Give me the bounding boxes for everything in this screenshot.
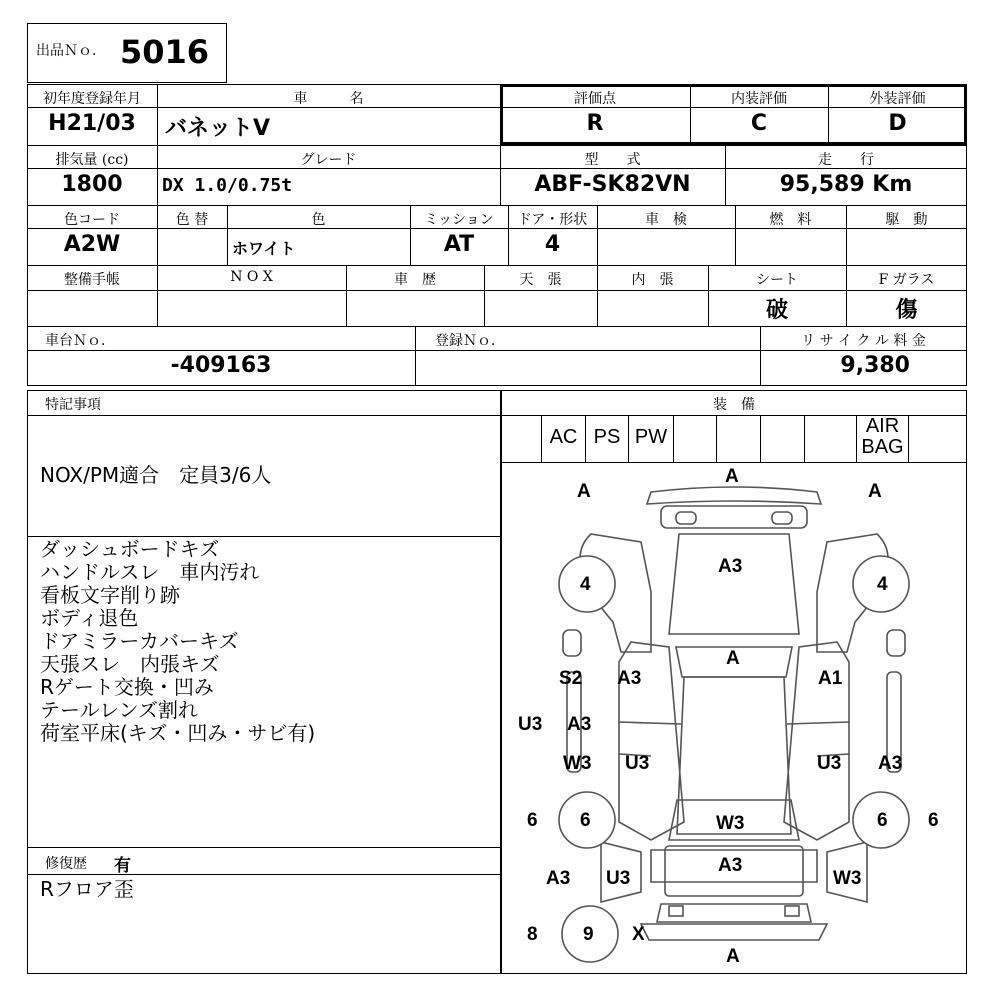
tire-rear-left: 6 [580,810,591,831]
model-value: ABF-SK82VN [534,172,691,197]
tire-rear-left-outer: 6 [527,810,538,831]
recycle-value: 9,380 [840,353,910,378]
interior-value: C [750,111,768,136]
equip-ac: AC [549,426,578,448]
f-glass-label: F ガラス [878,272,935,288]
score-label: 評価点 [574,91,616,107]
equip-ps: PS [593,426,621,448]
note-line: 看板文字削り跡 [40,583,180,607]
dmg-right-a1: A1 [818,668,843,689]
dmg-front-top: A [725,466,739,487]
door-label: ドア・形状 [517,212,588,228]
seat-value: 破 [765,298,788,323]
note-line: ダッシュボードキズ [40,537,220,561]
color-code-label: 色コード [64,212,120,228]
color-value: ホワイト [232,239,296,258]
interior-trim-label: 内 張 [631,272,674,288]
exterior-label: 外装評価 [869,91,926,107]
tire-rear-right-outer: 6 [928,810,939,831]
spare-tire: 9 [583,924,594,945]
equipment-label: 装 備 [713,397,755,413]
color-label: 色 [311,212,326,228]
repair-value: 有 [114,856,131,876]
note-line: Rゲート交換・凹み [40,675,214,699]
f-glass-value: 傷 [895,298,918,323]
spare-left: 8 [527,924,538,945]
displacement-value: 1800 [61,172,123,197]
history-label: 車 歴 [394,272,436,288]
dmg-front-left: A [577,481,591,502]
name-label: 車 名 [293,91,364,107]
repair-label: 修復歴 [45,856,87,872]
dmg-right-u3: U3 [817,753,842,774]
dmg-left-a3: A3 [617,668,642,689]
grade-label: グレード [300,152,357,168]
dmg-left-u3-b: U3 [625,753,650,774]
equip-airbag-line: BAG [861,436,904,458]
repair-detail: Rフロア歪 [40,877,134,901]
dmg-left-w3: W3 [563,753,592,774]
dmg-rear-w3: W3 [833,868,862,889]
inspection-label: 車 検 [645,212,687,228]
tire-rear-right: 6 [877,810,888,831]
note-line: ボディ退色 [40,606,139,630]
equip-airbag [857,416,908,458]
notes-list [40,538,315,745]
drive-label: 駆 動 [885,212,928,228]
dmg-right-a3: A3 [878,753,903,774]
registration-label: 登録Ｎｏ． [435,333,505,349]
mileage-label: 走 行 [818,152,874,168]
dmg-left-s2: S2 [559,668,583,689]
maintenance-label: 整備手帳 [64,272,120,288]
equipment-grid [501,415,967,463]
door-value: 4 [544,232,561,257]
tire-front-left: 4 [580,574,591,595]
dmg-hood: A3 [718,556,743,577]
exterior-value: D [888,111,907,136]
transmission-label: ミッション [424,212,494,228]
tire-front-right: 4 [877,574,888,595]
equip-airbag-text [857,416,908,458]
color-code-value: A2W [63,232,121,257]
notes-main: NOX/PM適合 定員3/6人 [40,463,272,487]
transmission-value: AT [443,232,475,257]
car-name-value: バネットV [165,116,271,141]
lot-label: 出品Ｎｏ． [36,43,106,59]
dmg-left-u3: U3 [518,714,543,735]
fuel-label: 燃 料 [769,212,812,228]
color-change-label: 色 替 [175,212,209,228]
year-value: H21/03 [48,111,136,136]
dmg-roof-front: A [726,648,740,669]
displacement-label: 排気量 (cc) [55,152,129,168]
dmg-front-right: A [868,481,882,502]
spare-x: X [632,924,645,945]
equip-airbag-line: AIR [865,415,900,437]
nox-label: N O X [230,269,273,285]
score-value: R [586,111,604,136]
note-line: 荷室平床(キズ・凹み・サビ有) [40,721,316,745]
dmg-rear-a3: A3 [546,868,571,889]
dmg-rear-center-a3: A3 [718,855,743,876]
recycle-label: リ サ イ ク ル 料 金 [801,333,926,349]
note-line: テールレンズ割れ [40,698,198,722]
equip-pw: PW [634,426,668,448]
model-label: 型 式 [584,152,641,168]
note-line: 天張スレ 内張キズ [40,652,220,676]
grade-value: DX 1.0/0.75t [162,175,293,196]
note-line: ドアミラーカバーキズ [40,629,239,653]
dmg-rear-bumper: A [726,946,740,967]
dmg-cargo-w3: W3 [716,813,745,834]
interior-label: 内装評価 [731,91,787,107]
year-label: 初年度登録年月 [43,91,141,107]
notes-label: 特記事項 [45,397,101,413]
chassis-label: 車台Ｎｏ． [45,333,115,349]
note-line: ハンドルスレ 車内汚れ [40,560,260,584]
dmg-rear-u3: U3 [606,868,631,889]
mileage-value: 95,589 Km [779,172,913,197]
dmg-left-a3-b: A3 [567,714,592,735]
chassis-value: -409163 [170,353,272,378]
seat-label: シート [756,272,798,288]
lot-number: 5016 [120,33,210,71]
roof-label: 天 張 [519,272,562,288]
